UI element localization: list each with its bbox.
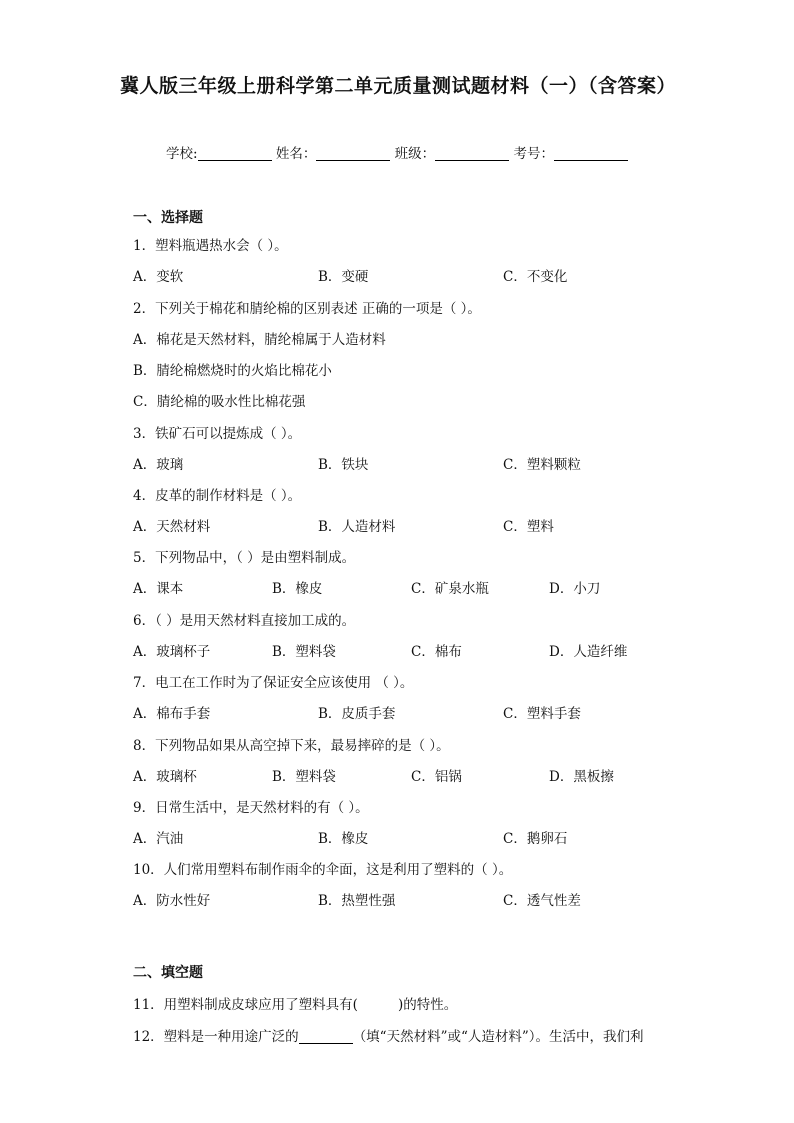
fill-question-11 — [133, 993, 457, 1013]
q12-text-after: （填“天然材料”或“人造材料”）。生活中，我们利 — [352, 1029, 644, 1045]
class-blank[interactable] — [435, 146, 509, 161]
option[interactable]: D．人造纤维 — [549, 644, 628, 660]
option[interactable]: C．不变化 — [503, 269, 568, 285]
q11-text-before: 11．用塑料制成皮球应用了塑料具有( — [133, 997, 358, 1013]
option[interactable]: C．棉布 — [411, 644, 462, 660]
option[interactable]: B．腈纶棉燃烧时的火焰比棉花小 — [133, 363, 332, 379]
section-heading-fill: 二、填空题 — [133, 965, 203, 981]
option[interactable]: A．汽油 — [133, 831, 184, 847]
question-stem: 1．塑料瓶遇热水会（ ）。 — [133, 238, 288, 254]
option[interactable]: D．小刀 — [549, 581, 601, 597]
option[interactable]: A．变软 — [133, 269, 184, 285]
option[interactable]: C．鹅卵石 — [503, 831, 568, 847]
option[interactable]: B．人造材料 — [318, 519, 396, 535]
question-stem: 8．下列物品如果从高空掉下来，最易摔碎的是（ ）。 — [133, 738, 450, 754]
fill-question-12 — [133, 1025, 644, 1045]
question-stem: 2．下列关于棉花和腈纶棉的区别表述 正确的一项是（ ）。 — [133, 301, 481, 317]
exam-no-label: 考号： — [513, 146, 554, 162]
q11-text-after: )的特性。 — [397, 997, 458, 1013]
option[interactable]: C．铝锅 — [411, 769, 462, 785]
question-stem: 7．电工在工作时为了保证安全应该使用 （ ）。 — [133, 675, 414, 691]
question-stem: 9．日常生活中，是天然材料的有（ ）。 — [133, 800, 369, 816]
option[interactable]: B．热塑性强 — [318, 893, 396, 909]
class-label: 班级： — [394, 146, 436, 162]
option[interactable]: A．棉花是天然材料，腈纶棉属于人造材料 — [133, 332, 386, 348]
option[interactable]: C．透气性差 — [503, 893, 581, 909]
school-blank[interactable] — [198, 146, 272, 161]
option[interactable]: C．矿泉水瓶 — [411, 581, 489, 597]
option[interactable]: C．腈纶棉的吸水性比棉花强 — [133, 394, 306, 410]
option[interactable]: A．课本 — [133, 581, 184, 597]
option[interactable]: B．铁块 — [318, 457, 369, 473]
name-label: 姓名： — [275, 146, 317, 162]
name-blank[interactable] — [316, 146, 390, 161]
option[interactable]: A．防水性好 — [133, 893, 211, 909]
option[interactable]: B．塑料袋 — [272, 644, 336, 660]
q12-blank[interactable] — [299, 1029, 353, 1044]
option[interactable]: A．天然材料 — [133, 519, 211, 535]
option[interactable]: C．塑料颗粒 — [503, 457, 581, 473]
school-label: 学校: — [166, 146, 198, 162]
exam-no-blank[interactable] — [554, 146, 628, 161]
option[interactable]: C．塑料 — [503, 519, 554, 535]
option[interactable]: A．棉布手套 — [133, 706, 211, 722]
question-stem: 3．铁矿石可以提炼成（ ）。 — [133, 426, 302, 442]
option[interactable]: A．玻璃杯 — [133, 769, 197, 785]
option[interactable]: C．塑料手套 — [503, 706, 581, 722]
option[interactable]: B．橡皮 — [318, 831, 369, 847]
question-stem: 10．人们常用塑料布制作雨伞的伞面，这是利用了塑料的（ ）。 — [133, 862, 513, 878]
q12-text-before: 12．塑料是一种用途广泛的 — [133, 1029, 299, 1045]
question-stem: 4．皮革的制作材料是（ ）。 — [133, 488, 302, 504]
section-heading-choice: 一、选择题 — [133, 210, 203, 226]
student-info-row — [0, 142, 794, 162]
option[interactable]: A．玻璃杯子 — [133, 644, 211, 660]
option[interactable]: D．黑板擦 — [549, 769, 614, 785]
option[interactable]: B．橡皮 — [272, 581, 323, 597]
page-title: 冀人版三年级上册科学第二单元质量测试题材料（一）（含答案） — [120, 75, 677, 97]
option[interactable]: B．皮质手套 — [318, 706, 396, 722]
question-stem: 5．下列物品中，（ ）是由塑料制成。 — [133, 550, 356, 566]
question-stem: 6．（ ）是用天然材料直接加工成的。 — [133, 613, 356, 629]
option[interactable]: B．塑料袋 — [272, 769, 336, 785]
option[interactable]: B．变硬 — [318, 269, 369, 285]
option[interactable]: A．玻璃 — [133, 457, 184, 473]
